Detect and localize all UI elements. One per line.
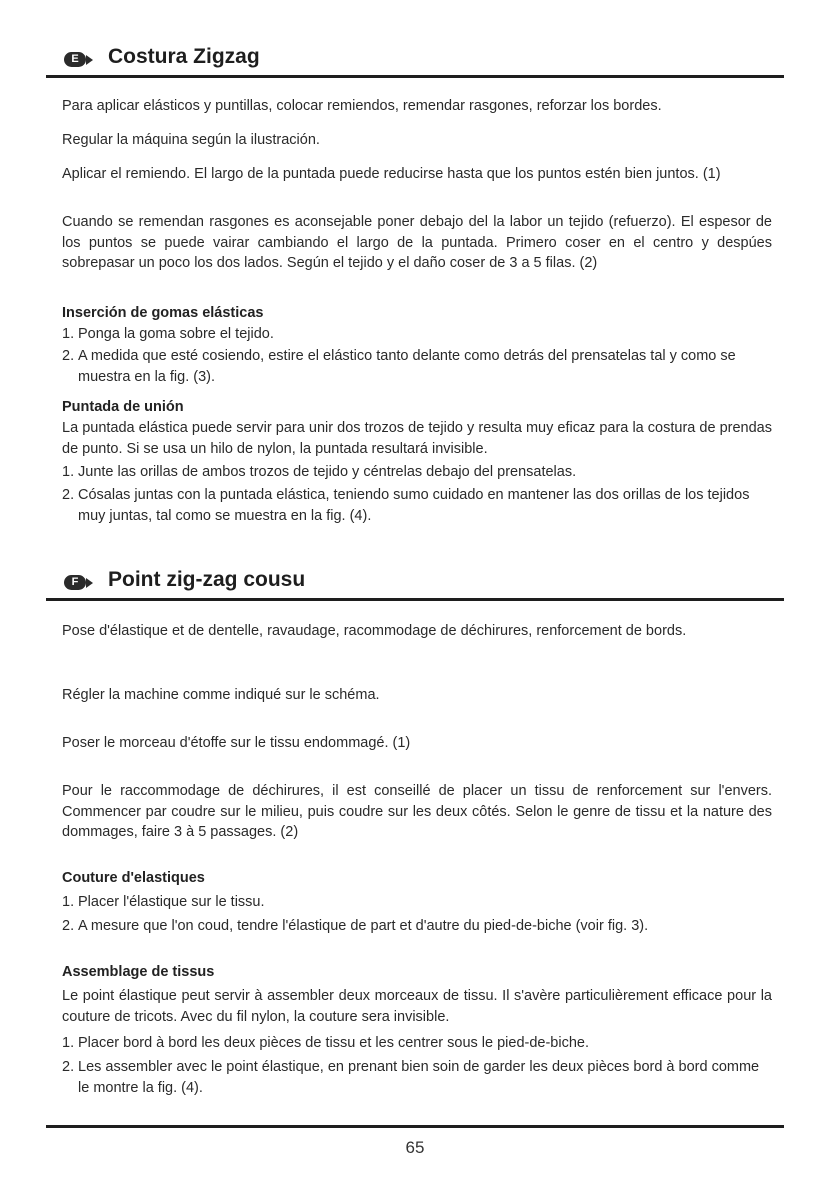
- section-divider: [46, 75, 784, 78]
- paragraph: Cuando se remendan rasgones es aconsejable poner debajo del la labor un tejido (refuerzo). El espesor de los puntos se puede vairar cambiando el largo de la puntada. Primero coser en el centro y despúes sobrepasar un poco los dos lados. Según el tejido y el daño coser de 3 a 5 filas. (2): [62, 214, 772, 271]
- subheading-insercion: Inserción de gomas elásticas: [62, 305, 264, 321]
- list-text: Ponga la goma sobre el tejido.: [78, 326, 274, 342]
- paragraph: La puntada elástica puede servir para unir dos trozos de tejido y resulta muy eficaz para la costura de prendas de punto. Si se usa un hilo de nylon, la puntada resultará invisible.: [62, 420, 772, 457]
- section-title: Costura Zigzag: [108, 45, 260, 68]
- list-item: [62, 1033, 772, 1054]
- paragraph: Poser le morceau d'étoffe sur le tissu endommagé. (1): [62, 735, 411, 751]
- list-item: [62, 462, 772, 483]
- badge-letter: F: [71, 576, 79, 588]
- list-text: A medida que esté cosiendo, estire el elástico tanto delante como detrás del prensatelas tal y como se muestra en la fig. (3).: [78, 348, 736, 385]
- list-item: [62, 892, 772, 913]
- list-item: [62, 1057, 772, 1098]
- paragraph: Pose d'élastique et de dentelle, ravaudage, racommodage de déchirures, renforcement de bords.: [62, 623, 687, 639]
- list-number: 1.: [62, 464, 75, 480]
- language-badge-e: [64, 52, 86, 67]
- subheading-elastiques: Couture d'elastiques: [62, 870, 205, 886]
- list-number: 1.: [62, 1035, 75, 1051]
- list-item: [62, 324, 772, 345]
- list-number: 1.: [62, 894, 75, 910]
- paragraph: Aplicar el remiendo. El largo de la puntada puede reducirse hasta que los puntos estén bien juntos. (1): [62, 166, 721, 182]
- list-text: Junte las orillas de ambos trozos de tejido y céntrelas debajo del prensatelas.: [78, 464, 577, 480]
- language-badge-f: [64, 575, 86, 590]
- subheading-assemblage: Assemblage de tissus: [62, 964, 215, 980]
- list-text: Placer bord à bord les deux pièces de tissu et les centrer sous le pied-de-biche.: [78, 1035, 590, 1051]
- badge-arrow-icon: [86, 55, 93, 65]
- section-header-spanish: [46, 44, 784, 78]
- subheading-union: Puntada de unión: [62, 399, 184, 415]
- badge-letter: E: [71, 53, 79, 65]
- list-text: Cósalas juntas con la puntada elástica, teniendo sumo cuidado en mantener las dos orillas de los tejidos muy juntas, tal como se muestra en la fig. (4).: [78, 487, 750, 524]
- list-number: 2.: [62, 348, 75, 364]
- list-number: 2.: [62, 918, 75, 934]
- list-item: [62, 346, 772, 387]
- paragraph: Para aplicar elásticos y puntillas, colocar remiendos, remendar rasgones, reforzar los bordes.: [62, 98, 662, 114]
- page-number: 65: [405, 1138, 425, 1157]
- section-title: Point zig-zag cousu: [108, 568, 306, 591]
- badge-arrow-icon: [86, 578, 93, 588]
- paragraph: Régler la machine comme indiqué sur le schéma.: [62, 687, 380, 703]
- list-text: Placer l'élastique sur le tissu.: [78, 894, 265, 910]
- section-header-french: [46, 567, 784, 601]
- list-number: 2.: [62, 487, 75, 503]
- list-text: Les assembler avec le point élastique, en prenant bien soin de garder les deux pièces bord à bord comme le montre la fig. (4).: [78, 1059, 760, 1096]
- list-item: [62, 916, 772, 937]
- list-number: 1.: [62, 326, 75, 342]
- list-item: [62, 485, 772, 526]
- footer-divider: [46, 1125, 784, 1128]
- paragraph: Pour le raccommodage de déchirures, il est conseillé de placer un tissu de renforcement sur l'envers. Commencer par coudre sur le milieu, puis coudre sur les deux côtés. Selon le genre de tissu et la nature des dommages, faire 3 à 5 passages. (2): [62, 783, 772, 840]
- paragraph: Regular la máquina según la ilustración.: [62, 132, 320, 148]
- section-divider: [46, 598, 784, 601]
- list-text: A mesure que l'on coud, tendre l'élastique de part et d'autre du pied-de-biche (voir fig. 3).: [78, 918, 649, 934]
- paragraph: Le point élastique peut servir à assembler deux morceaux de tissu. Il s'avère particulièrement efficace pour la couture de tricots. Avec du fil nylon, la couture sera invisible.: [62, 988, 772, 1025]
- list-number: 2.: [62, 1059, 75, 1075]
